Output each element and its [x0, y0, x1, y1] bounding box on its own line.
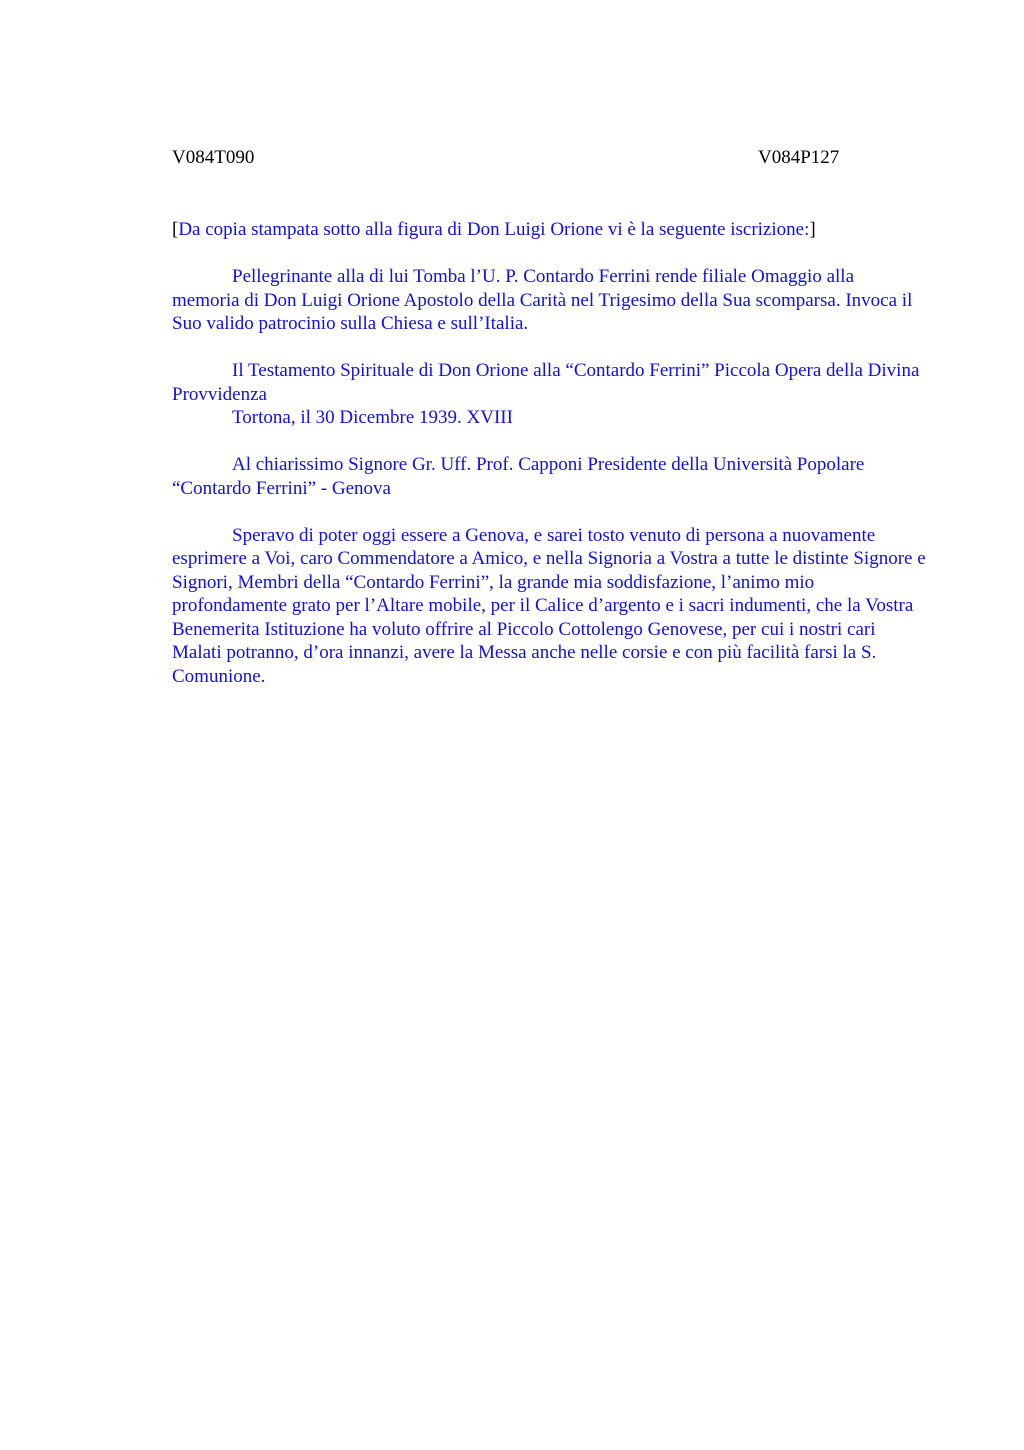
dedication-paragraph: Pellegrinante alla di lui Tomba l’U. P. Contardo Ferrini rende filiale Omaggio alla memoria di Don Luigi Orione Apostolo della Carità nel Trigesimo della Sua scomparsa. Invoca il Suo valido patrocinio sulla Chiesa e sull’Italia.	[172, 266, 913, 334]
document-code-right: V084P127	[758, 147, 840, 168]
document-page	[172, 146, 926, 687]
page-header	[172, 146, 926, 170]
intro-note	[172, 218, 926, 242]
place-date-line: Tortona, il 30 Dicembre 1939. XVIII	[232, 407, 513, 428]
letter-body-paragraph: Speravo di poter oggi essere a Genova, e sarei tosto venuto di persona a nuovamente esprimere a Voi, caro Commendatore a Amico, e nella Signoria a Vostra a tutte le distinte Signore e Signori, Membri della “Contardo Ferrini”, la grande mia soddisfazione, l’animo mio profondamente grato per l’Altare mobile, per il Calice d’argento e i sacri indumenti, che la Vostra Benemerita Istituzione ha voluto offrire al Piccolo Cottolengo Genovese, per cui i nostri cari Malati potranno, d’ora innanzi, avere la Messa anche nelle corsie e con più facilità farsi la S. Comunione.	[172, 524, 926, 687]
close-bracket: ]	[809, 219, 816, 240]
document-body	[172, 218, 926, 712]
testament-block	[172, 359, 926, 430]
open-bracket: [	[172, 219, 179, 240]
testament-title: Il Testamento Spirituale di Don Orione alla “Contardo Ferrini” Piccola Opera della Divina Provvidenza	[172, 360, 920, 405]
document-code-left: V084T090	[172, 147, 255, 168]
intro-note-text: Da copia stampata sotto alla figura di Don Luigi Orione vi è la seguente iscrizione:	[178, 219, 810, 240]
addressee-paragraph: Al chiarissimo Signore Gr. Uff. Prof. Capponi Presidente della Università Popolare “Contardo Ferrini” - Genova	[172, 454, 865, 499]
